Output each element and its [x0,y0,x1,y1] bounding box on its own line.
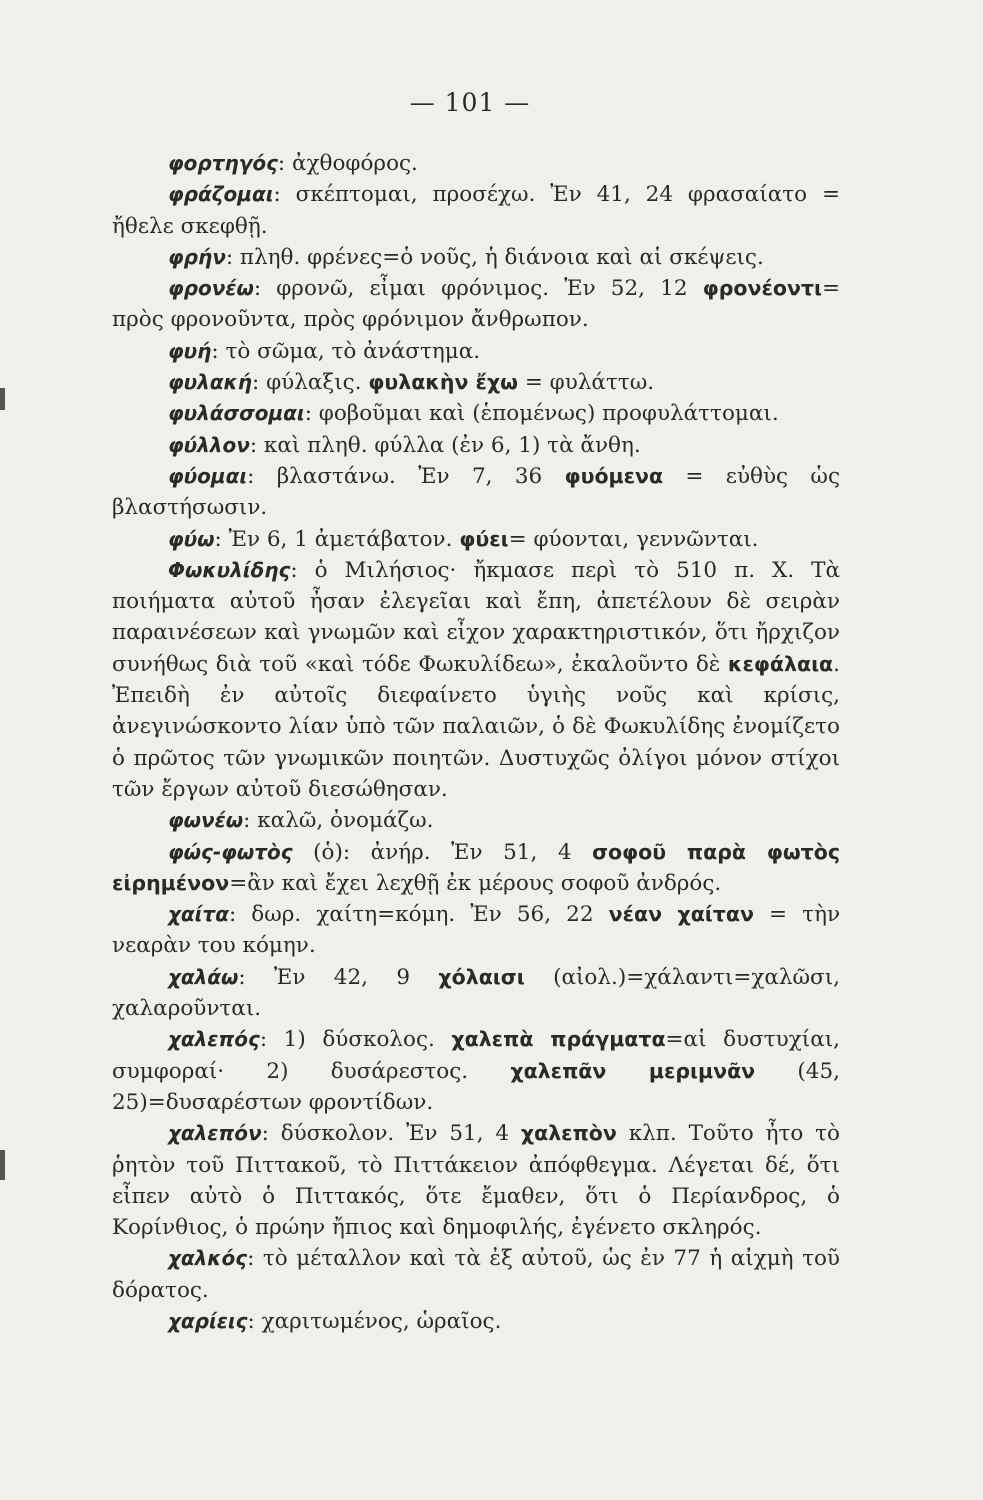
bold-phrase: φρονέοντι [702,276,822,301]
definition: : σκέπτομαι, προσέχω. Ἐν 41, 24 φρασαίατο = ἤθελε σκεφθῇ. [112,182,840,239]
scan-edge-mark-top [0,388,5,410]
entry [112,555,840,805]
entry [112,1306,840,1337]
headword: φράζομαι [168,182,274,207]
bold-phrase: φύει [459,526,509,551]
bold-phrase: χαλεπὸν [520,1121,617,1146]
definition: : τὸ μέταλλον καὶ τὰ ἐξ αὐτοῦ, ὡς ἐν 77 ἡ αἰχμὴ τοῦ δόρατος. [112,1246,840,1303]
definition: : Ἐν 6, 1 ἀμετάβατον. [214,526,460,552]
headword: φυλακή [168,370,252,395]
dictionary-text [112,148,840,1337]
headword: χαλάω [168,964,239,989]
bold-phrase: σοφοῦ παρὰ φωτὸς εἰρημένον [112,839,841,895]
definition: : ἀχθοφόρος. [277,151,418,176]
definition: : 1) δύσκολος. [259,1027,452,1053]
definition-cont: =ἂν καὶ ἔχει λεχθῇ ἐκ μέρους σοφοῦ ἀνδρός. [229,870,722,896]
entry [112,837,840,900]
entry [112,367,840,398]
headword: φωνέω [168,808,244,833]
headword: φορτηγός [168,151,278,175]
bold-phrase: κεφάλαια [727,651,834,676]
entry [112,962,840,1025]
entry [112,1024,840,1118]
headword: φυή [168,338,212,363]
headword: χαρίεις [168,1308,248,1333]
headword: φυλάσσομαι [168,401,305,426]
headword: φρονέω [168,276,254,301]
definition-cont: = πρὸς φρονοῦντα, πρὸς φρόνιμον ἄνθρωπον. [112,276,840,333]
entry [112,242,840,273]
entry [112,1118,840,1243]
headword: φύομαι [168,463,248,488]
headword: χαλεπόν [168,1121,262,1146]
headword: φώς-φωτὸς [168,839,293,864]
headword: χαλκός [168,1246,248,1271]
definition: : φοβοῦμαι καὶ (ἑπομένως) προφυλάττομαι. [304,401,779,427]
definition: : τὸ σῶμα, τὸ ἀνάστημα. [211,338,481,364]
definition: : Ἐν 42, 9 [238,964,439,990]
bold-phrase: φυόμενα [564,463,664,488]
definition: : φρονῶ, εἶμαι φρόνιμος. Ἐν 52, 12 [253,276,703,302]
definition-cont: (αἰολ.)=χάλαντι=χαλῶσι, χαλαροῦνται. [112,964,840,1022]
definition: (ὁ): ἀνήρ. Ἐν 51, 4 [292,839,593,865]
definition-cont: . Ἐπειδὴ ἐν αὐτοῖς διεφαίνετο ὑγιὴς νοῦς καὶ κρίσις, ἀνεγινώσκοντο λίαν ὑπὸ τῶν παλαιῶν, ὁ δὲ Φωκυλίδης ἐνομίζετο ὁ πρῶτος τῶν γνωμικῶν ποιητῶν. Δυστυχῶς ὀλίγοι μόνον στίχοι τῶν ἔργων αὐτοῦ διεσώθησαν. [112,651,840,802]
entry [112,524,840,555]
entry [112,179,840,242]
entry [112,398,840,429]
headword: φρήν [168,244,226,269]
definition: : ὁ Μιλήσιος· ἤκμασε περὶ τὸ 510 π. Χ. Τὰ ποιήματα αὐτοῦ ἦσαν ἐλεγεῖαι καὶ ἔπη, ἀπετέλουν δὲ σειρὰν παραινέσεων καὶ γνωμῶν καὶ εἶχον χαρακτηριστικόν, ὅτι ἤρχιζον συνήθως διὰ τοῦ «καὶ τόδε Φωκυλίδεω», ἐκαλοῦντο δὲ [112,557,840,677]
headword: χαίτα [168,902,229,927]
definition: : πληθ. φρένες=ὁ νοῦς, ἡ διάνοια καὶ αἱ σκέψεις. [225,244,764,270]
entry [112,899,840,962]
entry [112,461,840,524]
headword: Φωκυλίδης [168,557,291,582]
bold-phrase: χαλεπᾶν μεριμνᾶν [510,1058,756,1083]
definition-cont: = φύονται, γεννῶνται. [508,526,759,552]
page-number: — 101 — [409,88,531,117]
bold-phrase: χόλαισι [438,964,525,989]
entry [112,148,840,179]
scan-edge-mark-bottom [0,1150,5,1180]
definition: : καὶ πληθ. φύλλα (ἐν 6, 1) τὰ ἄνθη. [249,432,641,458]
entry [112,430,840,461]
headword: χαλεπός [168,1027,260,1052]
entry [112,1243,840,1306]
definition: : καλῶ, ὀνομάζω. [243,808,434,834]
definition: : δύσκολον. Ἐν 51, 4 [261,1121,521,1147]
entry [112,336,840,367]
definition-cont: κλπ. Τοῦτο ἦτο τὸ ῥητὸν τοῦ Πιττακοῦ, τὸ Πιττάκειον ἀπόφθεγμα. Λέγεται δέ, ὅτι εἶπεν αὐτὸ ὁ Πιττακός, ὅτε ἔμαθεν, ὅτι ὁ Περίανδρος, ὁ Κορίνθιος, ὁ πρώην ἤπιος καὶ δημοφιλής, ἐγένετο σκληρός. [112,1121,840,1241]
definition-cont: = τὴν νεαρὰν του κόμην. [112,902,841,959]
definition-cont: (45, 25)=δυσαρέστων φροντίδων. [112,1058,840,1115]
definition: : βλαστάνω. Ἐν 7, 36 [247,463,565,489]
definition-cont: =αἱ δυστυχίαι, συμφοραί· 2) δυσάρεστος. [112,1027,840,1084]
entry [112,273,840,336]
bold-phrase: νέαν χαίταν [608,902,754,927]
bold-phrase: χαλεπὰ πράγματα [451,1027,666,1052]
bold-phrase: φυλακὴν ἔχω [368,370,518,395]
definition: : χαριτωμένος, ὡραῖος. [247,1308,502,1334]
headword: φύω [168,526,215,551]
definition-cont: = φυλάττω. [518,370,655,396]
definition-cont: = εὐθὺς ὡς βλαστήσωσιν. [112,463,841,521]
entry [112,805,840,836]
definition: : δωρ. χαίτη=κόμη. Ἐν 56, 22 [228,902,609,928]
definition: : φύλαξις. [252,370,369,396]
headword: φύλλον [168,432,250,457]
